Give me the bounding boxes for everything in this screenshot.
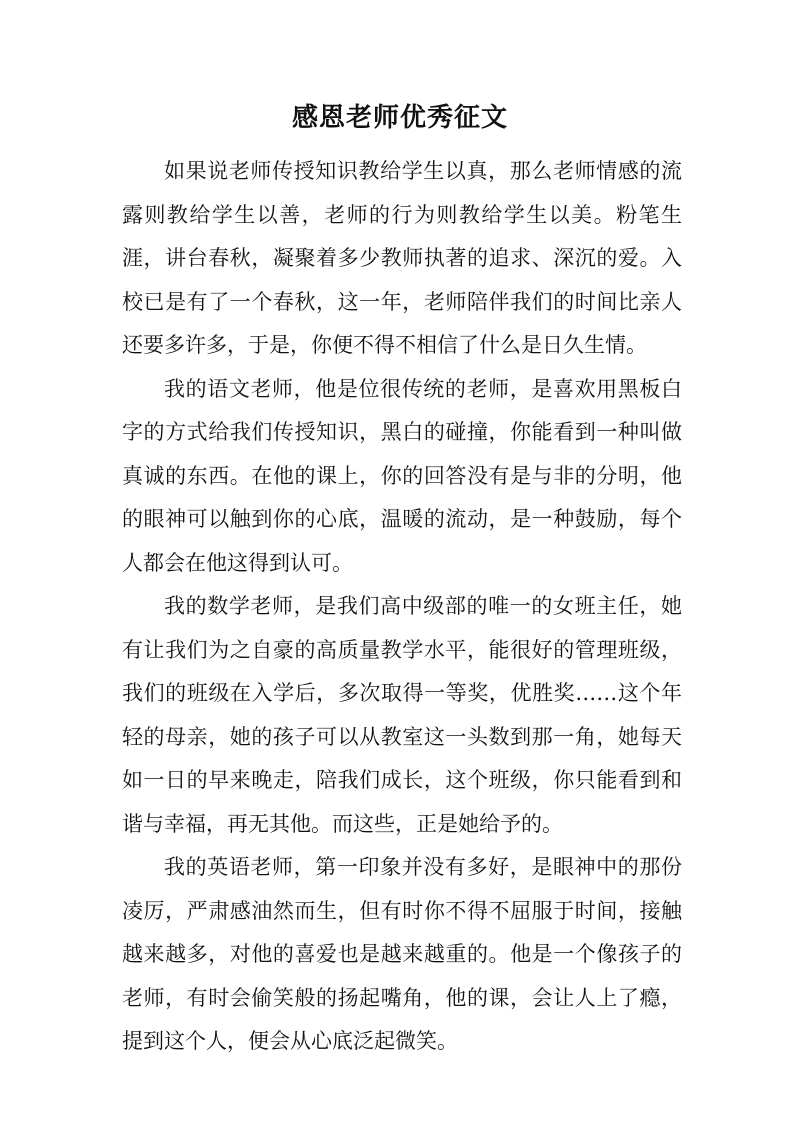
paragraph-chinese-teacher: 我的语文老师，他是位很传统的老师，是喜欢用黑板白字的方式给我们传授知识，黑白的碰撞，你能看到一种叫做真诚的东西。在他的课上，你的回答没有是与非的分明，他的眼神可以触到你的心底，温暖的流动，是一种鼓励，每个人都会在他这得到认可。 [122,376,682,575]
document-body [122,150,682,1064]
paragraph-english-teacher: 我的英语老师，第一印象并没有多好，是眼神中的那份凌厉，严肃感油然而生，但有时你不得不屈服于时间，接触越来越多，对他的喜爱也是越来越重的。他是一个像孩子的老师，有时会偷笑般的扬起嘴角，他的课，会让人上了瘾，提到这个人，便会从心底泛起微笑。 [122,855,682,1053]
paragraph-math-teacher: 我的数学老师，是我们高中级部的唯一的女班主任，她有让我们为之自豪的高质量教学水平，能很好的管理班级，我们的班级在入学后，多次取得一等奖，优胜奖……这个年轻的母亲，她的孩子可以从教室这一头数到那一角，她每天如一日的早来晚走，陪我们成长，这个班级，你只能看到和谐与幸福，再无其他。而这些，正是她给予的。 [122,594,682,836]
paragraph-intro: 如果说老师传授知识教给学生以真，那么老师情感的流露则教给学生以善，老师的行为则教给学生以美。粉笔生涯，讲台春秋，凝聚着多少教师执著的追求、深沉的爱。入校已是有了一个春秋，这一年，老师陪伴我们的时间比亲人还要多许多，于是，你便不得不相信了什么是日久生情。 [122,159,682,357]
document-title: 感恩老师优秀征文 [291,103,508,133]
